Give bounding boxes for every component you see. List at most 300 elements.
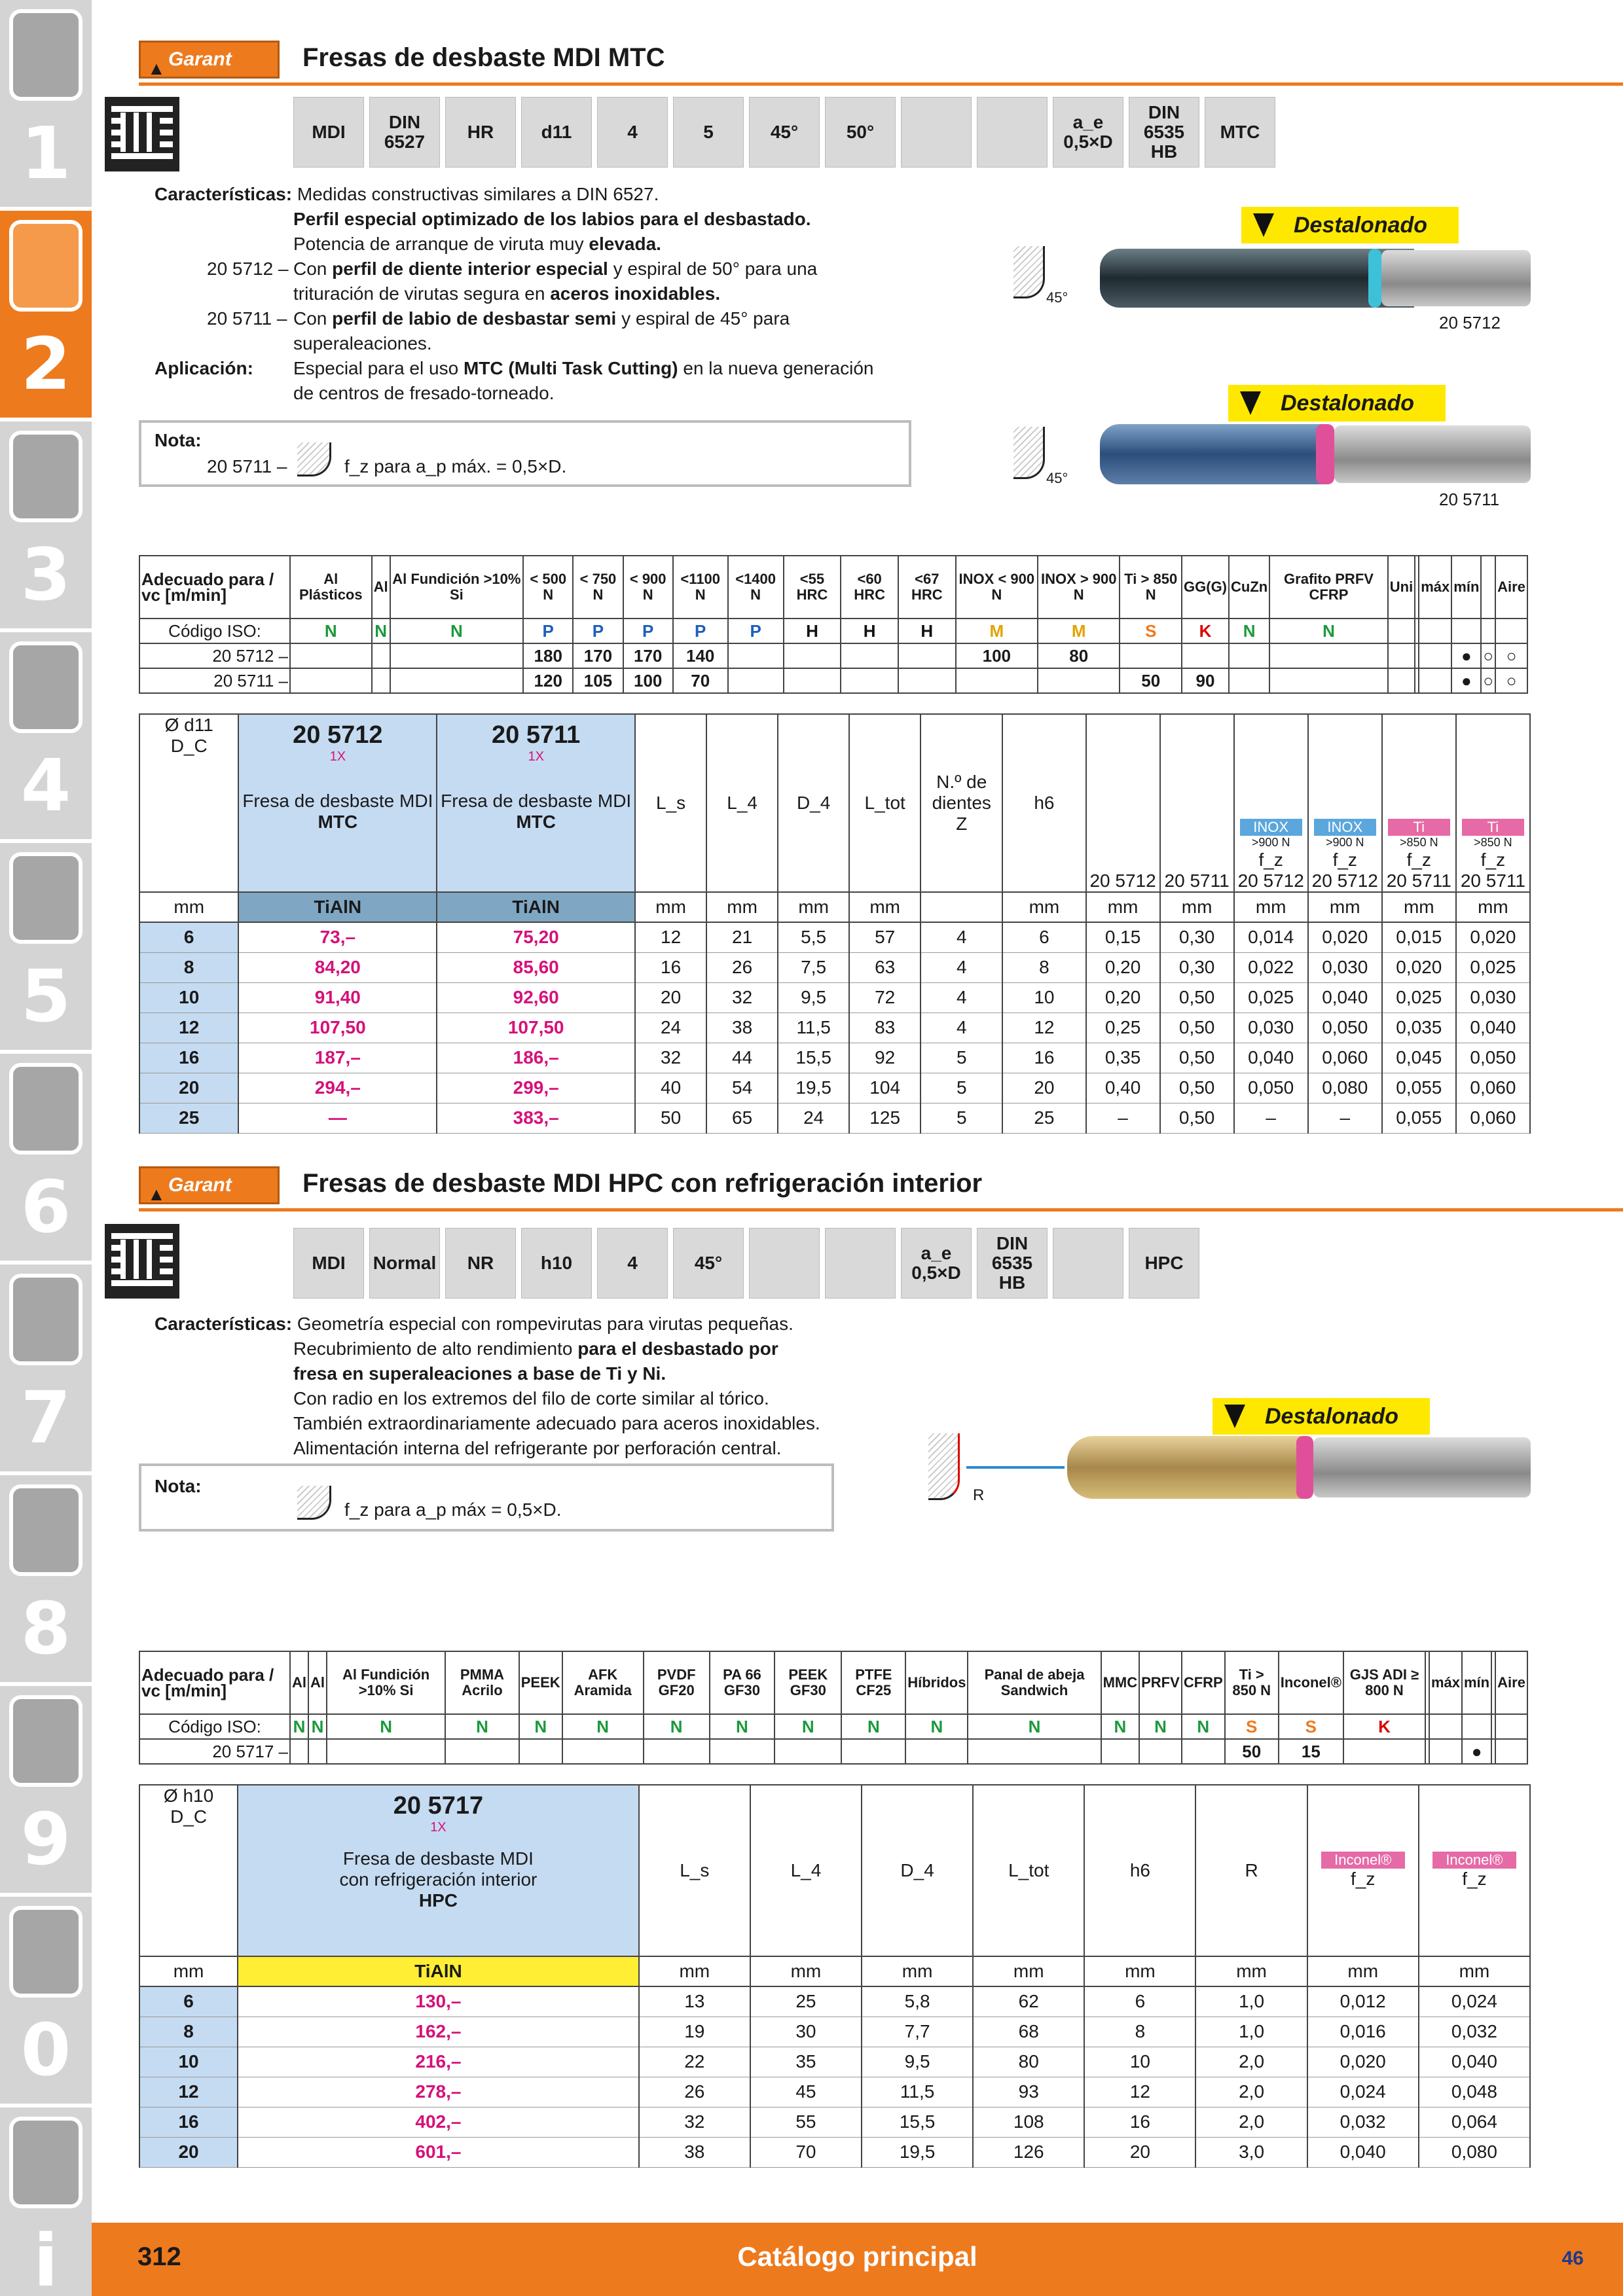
diameter-head — [139, 1785, 238, 1956]
note-text: f_z para a_p máx. = 0,5×D. — [344, 456, 567, 476]
drill-icon — [9, 9, 82, 101]
c711-t2: superaleaciones. — [293, 333, 432, 353]
tab-number: i — [33, 2219, 58, 2296]
value-r: 2,0 — [1195, 2077, 1307, 2107]
value-z: 4 — [921, 922, 1002, 952]
value-ls: 22 — [639, 2047, 750, 2077]
dim-head-ls — [639, 1785, 750, 1956]
section2-header — [139, 1166, 1623, 1208]
vc-value — [327, 1739, 445, 1764]
iso-code: N — [290, 1714, 308, 1739]
diameter-value: 10 — [139, 982, 238, 1013]
caract2-l2a: Recubrimiento de alto rendimiento — [293, 1338, 578, 1359]
price-205717: 162,– — [238, 2017, 639, 2047]
value-ls: 19 — [639, 2017, 750, 2047]
mill-cutter-image-3 — [1067, 1436, 1303, 1499]
symbol-chip — [1053, 1228, 1123, 1299]
desc-line3: HPC — [418, 1890, 458, 1910]
destalonado-label-1: Destalonado — [1241, 207, 1459, 243]
value-h6: 25 — [1002, 1103, 1085, 1133]
image-code-2: 20 5711 — [1439, 490, 1500, 509]
value-f4: 0,040 — [1456, 1013, 1530, 1043]
tab-1[interactable] — [0, 0, 92, 211]
symbol-chip: DIN 6535 HB — [1129, 97, 1199, 168]
material-strength: >900 N — [1325, 836, 1364, 849]
price-205711: 85,60 — [437, 952, 635, 982]
suit-head-cell: <55 HRC — [784, 556, 841, 619]
corner-chamfer-icon-1 — [1013, 246, 1045, 298]
section2-note-box — [139, 1463, 834, 1532]
suit-head-cell: CFRP — [1182, 1651, 1225, 1714]
suit-head-cell: Inconel® — [1279, 1651, 1343, 1714]
value-f2: – — [1308, 1103, 1382, 1133]
vc-value — [1101, 1739, 1140, 1764]
price-205712: 187,– — [238, 1043, 437, 1073]
material-badge: Inconel® — [1432, 1852, 1516, 1869]
article-number: 20 5717 — [393, 1792, 484, 1820]
symbol-chip: h10 — [521, 1228, 592, 1299]
value-a1: 0,20 — [1086, 952, 1160, 982]
caract2-l6: Alimentación interna del refrigerante por perforación central. — [293, 1438, 782, 1458]
vc-value — [1269, 643, 1388, 668]
empty-cell — [1419, 643, 1451, 668]
value-f1: 0,024 — [1307, 2077, 1419, 2107]
table-row — [139, 952, 1530, 982]
value-d4: 15,5 — [778, 1043, 849, 1073]
value-ls: 20 — [635, 982, 706, 1013]
suit-row — [139, 668, 1527, 693]
c711-t1b: perfil de labio de desbastar semi — [332, 308, 617, 329]
unit-mm: mm — [706, 892, 778, 922]
vc-value: 120 — [523, 668, 573, 693]
fz-head — [1308, 714, 1382, 892]
value-a2: 0,50 — [1160, 982, 1234, 1013]
suit-head-cell: Ti > 850 N — [1120, 556, 1182, 619]
material-strength: >850 N — [1474, 836, 1512, 849]
value-d4: 11,5 — [778, 1013, 849, 1043]
table-row — [139, 982, 1530, 1013]
value-f2: 0,020 — [1308, 922, 1382, 952]
diameter-value: 6 — [139, 1986, 238, 2017]
value-d4: 19,5 — [778, 1073, 849, 1103]
table-row — [139, 1043, 1530, 1073]
value-lt: 108 — [973, 2107, 1084, 2137]
suit-row — [139, 643, 1527, 668]
suit-head-cell: Panal de abeja Sandwich — [968, 1651, 1101, 1714]
cooling-mark: ○ — [1495, 668, 1527, 693]
suit-head-cell: PMMA Acrilo — [445, 1651, 519, 1714]
symbol-chip: DIN 6527 — [369, 97, 440, 168]
section1-symbol-chips — [293, 97, 1275, 168]
vc-value: 70 — [673, 668, 728, 693]
tab-5[interactable] — [0, 843, 92, 1054]
price-205717: 216,– — [238, 2047, 639, 2077]
vc-value — [1343, 1739, 1425, 1764]
value-z: 5 — [921, 1043, 1002, 1073]
price-205711: 92,60 — [437, 982, 635, 1013]
caliper-icon — [9, 641, 82, 733]
table-row — [139, 1073, 1530, 1103]
teeth-l2: dientes — [932, 793, 991, 813]
value-h6: 10 — [1084, 2047, 1195, 2077]
qr-code-icon-2[interactable] — [105, 1224, 179, 1299]
vc-value — [841, 668, 898, 693]
suit-head-cell — [1481, 556, 1495, 619]
suit-head-cell: PA 66 GF30 — [710, 1651, 775, 1714]
value-r: 2,0 — [1195, 2047, 1307, 2077]
symbol-chip: 5 — [673, 97, 744, 168]
dim-label: L_4 — [790, 1860, 822, 1880]
unit-mm: mm — [1160, 892, 1234, 922]
suit-head-cell: < 900 N — [623, 556, 673, 619]
value-l4: 30 — [750, 2017, 862, 2047]
vc-value — [710, 1739, 775, 1764]
value-lt: 63 — [849, 952, 921, 982]
dim-head-d4 — [862, 1785, 973, 1956]
desc-line1: Fresa de desbaste MDI — [242, 791, 433, 811]
vc-value — [308, 1739, 327, 1764]
tab-3[interactable] — [0, 422, 92, 632]
value-f3: 0,025 — [1382, 982, 1456, 1013]
tab-number: 3 — [20, 533, 71, 617]
note-code: 20 5711 – — [207, 456, 287, 476]
value-a1: 0,15 — [1086, 922, 1160, 952]
logo-text-2: Garant — [168, 1174, 232, 1196]
iso-code: N — [290, 619, 372, 643]
dim-head-r — [1195, 1785, 1307, 1956]
value-f2: 0,040 — [1419, 2047, 1530, 2077]
dim-head-ls — [635, 714, 706, 892]
tab-number: 0 — [20, 2008, 71, 2092]
mill-shank-3 — [1313, 1437, 1531, 1498]
vc-value — [519, 1739, 562, 1764]
qr-code-icon[interactable] — [105, 97, 179, 171]
vc-value: 170 — [573, 643, 623, 668]
head-row — [139, 714, 1530, 892]
value-d4: 11,5 — [862, 2077, 973, 2107]
qty-tag: 1X — [528, 749, 544, 764]
table-row — [139, 2137, 1530, 2167]
vc-value — [1229, 668, 1269, 693]
symbol-chip — [825, 1228, 896, 1299]
table-row — [139, 1103, 1530, 1133]
suit-head-cell: INOX > 900 N — [1038, 556, 1120, 619]
ae-code: 20 5711 — [1164, 870, 1230, 891]
value-z: 4 — [921, 952, 1002, 982]
c712-t1b: perfil de diente interior especial — [332, 259, 608, 279]
iso-code: S — [1279, 1714, 1343, 1739]
material-badge: Ti — [1462, 819, 1524, 836]
value-h6: 8 — [1084, 2017, 1195, 2047]
vc-value — [290, 668, 372, 693]
note-label: Nota: — [155, 430, 202, 450]
fz-head — [1382, 714, 1456, 892]
iso-code: N — [1139, 1714, 1182, 1739]
value-l4: 54 — [706, 1073, 778, 1103]
vc-value — [1120, 643, 1182, 668]
fz-label: f_z — [1480, 850, 1506, 870]
iso-code: N — [968, 1714, 1101, 1739]
value-f1: – — [1234, 1103, 1308, 1133]
price-205712: — — [238, 1103, 437, 1133]
value-f4: 0,060 — [1456, 1103, 1530, 1133]
suit-header-row — [139, 1651, 1527, 1714]
page-footer — [92, 2223, 1623, 2296]
dim-head-ltot — [973, 1785, 1084, 1956]
c712-code: 20 5712 – — [207, 259, 289, 279]
vc-value — [372, 643, 390, 668]
page-number: 312 — [137, 2242, 181, 2271]
fz-code: 20 5711 — [1386, 870, 1451, 891]
vc-value: 100 — [623, 668, 673, 693]
dc-label: D_C — [170, 736, 208, 756]
value-a1: 0,25 — [1086, 1013, 1160, 1043]
chapter-tab-bar — [0, 0, 92, 2296]
vc-value: 105 — [573, 668, 623, 693]
suit-head-cell: CuZn — [1229, 556, 1269, 619]
table-row — [139, 2107, 1530, 2137]
iso-code: N — [1229, 619, 1269, 643]
value-d4: 9,5 — [862, 2047, 973, 2077]
cooling-mark — [1495, 1739, 1527, 1764]
diameter-value: 16 — [139, 2107, 238, 2137]
value-z: 4 — [921, 982, 1002, 1013]
iso-code: N — [775, 1714, 841, 1739]
section1-suitability-table — [139, 555, 1528, 694]
apl-t2: de centros de fresado-torneado. — [293, 383, 555, 403]
price-205712: 84,20 — [238, 952, 437, 982]
desc-line1: Fresa de desbaste MDI — [441, 791, 632, 811]
suit-head-cell: máx — [1429, 1651, 1462, 1714]
tab-7[interactable] — [0, 1265, 92, 1475]
value-h6: 6 — [1002, 922, 1085, 952]
vc-value — [390, 668, 524, 693]
table-row — [139, 2017, 1530, 2047]
iso-code: H — [841, 619, 898, 643]
diameter-value: 8 — [139, 952, 238, 982]
caract2-l4: Con radio en los extremos del filo de corte similar al tórico. — [293, 1388, 769, 1408]
symbol-chip: 50° — [825, 97, 896, 168]
symbol-chip: HPC — [1129, 1228, 1199, 1299]
value-h6: 16 — [1084, 2107, 1195, 2137]
value-l4: 45 — [750, 2077, 862, 2107]
value-d4: 19,5 — [862, 2137, 973, 2167]
value-f1: 0,016 — [1307, 2017, 1419, 2047]
flute-depth-icon — [297, 442, 331, 476]
price-205711: 186,– — [437, 1043, 635, 1073]
caract2-l1: Geometría especial con rompevirutas para virutas pequeñas. — [297, 1314, 793, 1334]
iso-code: P — [573, 619, 623, 643]
value-f1: 0,012 — [1307, 1986, 1419, 2017]
vc-value — [644, 1739, 710, 1764]
section1-header — [139, 41, 1623, 82]
vc-value — [445, 1739, 519, 1764]
value-f2: 0,048 — [1419, 2077, 1530, 2107]
value-ls: 40 — [635, 1073, 706, 1103]
value-f1: 0,032 — [1307, 2107, 1419, 2137]
value-ls: 16 — [635, 952, 706, 982]
vc-value — [784, 643, 841, 668]
symbol-chip: 4 — [597, 1228, 668, 1299]
mill-shank-2 — [1334, 425, 1531, 483]
unit-row — [139, 1956, 1530, 1986]
tap-icon — [9, 431, 82, 522]
value-a2: 0,50 — [1160, 1043, 1234, 1073]
iso-empty — [1495, 1714, 1527, 1739]
value-f2: 0,060 — [1308, 1043, 1382, 1073]
diameter-value: 12 — [139, 1013, 238, 1043]
section2-rule — [139, 1208, 1623, 1211]
iso-code: K — [1343, 1714, 1425, 1739]
value-l4: 26 — [706, 952, 778, 982]
unit-mm: mm — [1307, 1956, 1419, 1986]
iso-code: K — [1182, 619, 1229, 643]
tab-number: 9 — [20, 1797, 71, 1881]
tab-9[interactable] — [0, 1686, 92, 1897]
garant-logo-icon-2: ▲ — [147, 1184, 166, 1204]
tab-4[interactable] — [0, 632, 92, 843]
suit-head-cell: Al Plásticos — [290, 556, 372, 619]
symbol-chip — [749, 1228, 820, 1299]
caract2-l5: También extraordinariamente adecuado para aceros inoxidables. — [293, 1413, 820, 1433]
iso-code: H — [898, 619, 956, 643]
vc-value — [841, 643, 898, 668]
value-f1: 0,022 — [1234, 952, 1308, 982]
iso-code: N — [519, 1714, 562, 1739]
diameter-value: 20 — [139, 1073, 238, 1103]
value-l4: 55 — [750, 2107, 862, 2137]
unit-empty — [921, 892, 1002, 922]
h6-head: h6 — [1002, 714, 1085, 892]
diameter-value: 20 — [139, 2137, 238, 2167]
suit-head-cell: <60 HRC — [841, 556, 898, 619]
vc-value — [390, 643, 524, 668]
vc-value — [841, 1739, 905, 1764]
suit-head-cell: PRFV — [1139, 1651, 1182, 1714]
value-d4: 24 — [778, 1103, 849, 1133]
diameter-value: 25 — [139, 1103, 238, 1133]
symbol-chip: a_e 0,5×D — [901, 1228, 972, 1299]
table-row — [139, 1986, 1530, 2017]
symbol-chip: 45° — [673, 1228, 744, 1299]
value-ls: 13 — [639, 1986, 750, 2017]
tab-i[interactable] — [0, 2108, 92, 2296]
value-f4: 0,050 — [1456, 1043, 1530, 1073]
vc-value: 50 — [1225, 1739, 1279, 1764]
suit-head-cell: PEEK — [519, 1651, 562, 1714]
value-a1: 0,35 — [1086, 1043, 1160, 1073]
dim-head-l4 — [750, 1785, 862, 1956]
milling-insert-icon — [9, 220, 82, 312]
garant-logo — [139, 41, 280, 79]
unit-mm: mm — [1234, 892, 1308, 922]
c712-t2a: trituración de virutas segura en — [293, 283, 551, 304]
suit-head-cell: Aire — [1495, 1651, 1527, 1714]
vc-value: 15 — [1279, 1739, 1343, 1764]
article-number: 20 5712 — [293, 721, 383, 749]
suit-head-cell: mín — [1462, 1651, 1491, 1714]
symbol-chip: MDI — [293, 1228, 364, 1299]
diameter-value: 6 — [139, 922, 238, 952]
symbol-chip: NR — [445, 1228, 516, 1299]
article-number: 20 5711 — [492, 721, 581, 749]
tab-0[interactable] — [0, 1897, 92, 2108]
diameter-head — [139, 714, 238, 892]
suit-head-cell: mín — [1451, 556, 1481, 619]
value-a2: 0,50 — [1160, 1073, 1234, 1103]
value-d4: 9,5 — [778, 982, 849, 1013]
iso-code: N — [644, 1714, 710, 1739]
tab-2[interactable] — [0, 211, 92, 422]
angle-label-2: 45° — [1046, 470, 1068, 486]
tab-8[interactable] — [0, 1475, 92, 1686]
suit-head-cell: Grafito PRFV CFRP — [1269, 556, 1388, 619]
tab-number: 5 — [20, 954, 71, 1038]
dim-head-l4 — [706, 714, 778, 892]
material-strength: >850 N — [1400, 836, 1438, 849]
material-strength: >900 N — [1251, 836, 1290, 849]
cooling-mark: ● — [1462, 1739, 1491, 1764]
suit-code: 20 5712 – — [139, 643, 290, 668]
suit-head-cell: AFK Aramida — [562, 1651, 644, 1714]
section2-characteristics — [155, 1312, 940, 1461]
destalonado-label-2: Destalonado — [1228, 385, 1446, 422]
value-f3: 0,045 — [1382, 1043, 1456, 1073]
suit-head-cell: Al Fundición >10% Si — [327, 1651, 445, 1714]
suit-head-cell: INOX < 900 N — [956, 556, 1038, 619]
tab-number: 1 — [20, 111, 71, 195]
tab-number: 6 — [20, 1165, 71, 1249]
suit-head-cell: máx — [1419, 556, 1451, 619]
symbol-chip — [977, 97, 1048, 168]
table-row — [139, 1013, 1530, 1043]
vc-value — [775, 1739, 841, 1764]
caract-line1: Medidas constructivas similares a DIN 6527. — [297, 184, 659, 204]
vc-value — [784, 668, 841, 693]
value-r: 3,0 — [1195, 2137, 1307, 2167]
value-ls: 38 — [639, 2137, 750, 2167]
value-f2: 0,032 — [1419, 2017, 1530, 2047]
caract-label: Características: — [155, 184, 293, 204]
value-a1: 0,20 — [1086, 982, 1160, 1013]
symbol-chip — [901, 97, 972, 168]
saw-blade-icon — [9, 852, 82, 944]
value-f2: 0,040 — [1308, 982, 1382, 1013]
price-205712: 294,– — [238, 1073, 437, 1103]
value-f1: 0,020 — [1307, 2047, 1419, 2077]
fz-head — [1419, 1785, 1530, 1956]
iso-code: N — [327, 1714, 445, 1739]
value-f3: 0,055 — [1382, 1103, 1456, 1133]
suit-head-cell: < 500 N — [523, 556, 573, 619]
dim-label: R — [1245, 1860, 1258, 1880]
tab-6[interactable] — [0, 1054, 92, 1265]
ae-code: 20 5712 — [1089, 870, 1156, 891]
wrench-icon — [9, 1063, 82, 1155]
suit-head-cell: GG(G) — [1182, 556, 1229, 619]
fz-head — [1234, 714, 1308, 892]
vc-value — [956, 668, 1038, 693]
dim-label: L_s — [656, 793, 686, 813]
unit-mm: mm — [139, 892, 238, 922]
iso-code: N — [308, 1714, 327, 1739]
value-f3: 0,020 — [1382, 952, 1456, 982]
iso-code: M — [956, 619, 1038, 643]
vc-value — [898, 668, 956, 693]
unit-mm: mm — [1419, 1956, 1530, 1986]
value-h6: 20 — [1002, 1073, 1085, 1103]
iso-empty — [1495, 619, 1527, 643]
